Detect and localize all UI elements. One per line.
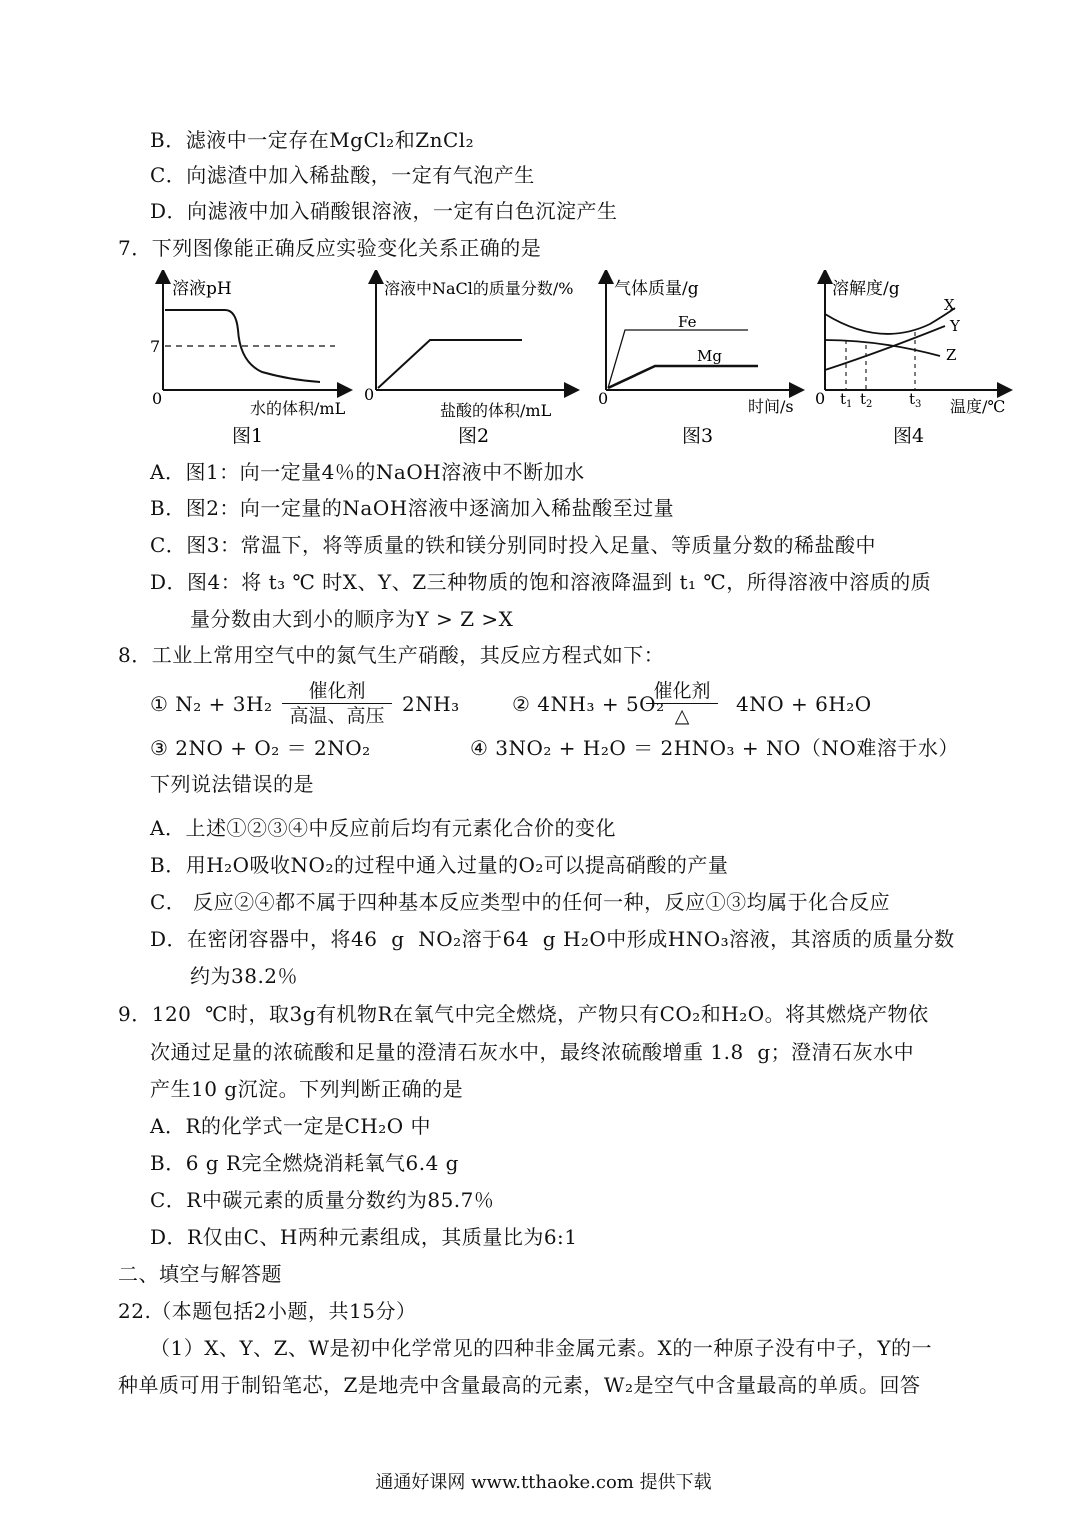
- fig4-tick-t1: $t_1$: [840, 390, 853, 410]
- fig3-mg-label: Mg: [697, 347, 722, 365]
- section-heading: 二、填空与解答题: [118, 1262, 282, 1286]
- fig3-origin: 0: [598, 389, 609, 408]
- fig4-caption: 图4: [893, 425, 925, 447]
- q7-stem: 7．下列图像能正确反应实验变化关系正确的是: [118, 236, 542, 260]
- q8-reaction-2-left: ② 4NH₃ + 5O₂: [512, 692, 665, 716]
- q7-option-c: C．图3：常温下，将等质量的铁和镁分别同时投入足量、等质量分数的稀盐酸中: [150, 533, 877, 557]
- fig1-caption: 图1: [232, 425, 264, 447]
- fig4-ylabel: 溶解度/g: [832, 279, 900, 299]
- fig2-origin: 0: [364, 385, 375, 404]
- q8-stem: 8．工业上常用空气中的氮气生产硝酸，其反应方程式如下：: [118, 643, 665, 667]
- q8-reaction-3: ③ 2NO + O₂ ＝ 2NO₂: [150, 736, 371, 760]
- q8-option-a: A．上述①②③④中反应前后均有元素化合价的变化: [150, 816, 616, 840]
- q9-option-c: C．R中碳元素的质量分数约为85.7％: [150, 1188, 495, 1212]
- page-footer: 通通好课网 www.tthaoke.com 提供下载: [375, 1472, 712, 1493]
- q8-reaction-2-right: 4NO + 6H₂O: [736, 692, 872, 716]
- q9-option-b: B．6 g R完全燃烧消耗氧气6.4 g: [150, 1151, 459, 1175]
- fig3-caption: 图3: [682, 425, 714, 447]
- q9-option-d: D．R仅由C、H两种元素组成，其质量比为6:1: [150, 1225, 578, 1249]
- fig4-curve-z: [825, 340, 940, 356]
- fig4-curve-y: [825, 326, 945, 370]
- fig3-fe-label: Fe: [678, 313, 697, 331]
- q6-option-c: C．向滤渣中加入稀盐酸，一定有气泡产生: [150, 163, 535, 187]
- q7-option-d-line2: 量分数由大到小的顺序为Y > Z >X: [190, 607, 514, 631]
- figure-1: [150, 276, 346, 447]
- fig4-label-z: Z: [946, 346, 957, 364]
- q22-para-line1: （1）X、Y、Z、W是初中化学常见的四种非金属元素。X的一种原子没有中子，Y的一: [150, 1336, 933, 1360]
- q7-option-a: A．图1：向一定量4％的NaOH溶液中不断加水: [150, 460, 585, 484]
- q8-option-d-line1: D．在密闭容器中，将46 g NO₂溶于64 g H₂O中形成HNO₃溶液，其溶质的质量分数: [150, 927, 955, 951]
- q8-option-c: C． 反应②④都不属于四种基本反应类型中的任何一种，反应①③均属于化合反应: [150, 890, 891, 914]
- fig2-ylabel: 溶液中NaCl的质量分数/%: [384, 279, 574, 298]
- fig2-line: [378, 340, 522, 388]
- fig1-origin: 0: [152, 389, 163, 408]
- figure-2: [364, 276, 574, 447]
- q8-reaction-4: ④ 3NO₂ + H₂O ＝ 2HNO₃ + NO（NO难溶于水）: [470, 736, 959, 760]
- q9-stem-line2: 次通过足量的浓硫酸和足量的澄清石灰水中，最终浓硫酸增重 1.8 g；澄清石灰水中: [150, 1040, 915, 1064]
- q7-option-d-line1: D．图4：将 t₃ ℃ 时X、Y、Z三种物质的饱和溶液降温到 t₁ ℃，所得溶液中溶质的质: [150, 570, 932, 594]
- figure-4: [815, 276, 1005, 447]
- fig4-label-x: X: [944, 296, 955, 314]
- fig1-tick-7: 7: [150, 337, 161, 356]
- q7-option-b: B．图2：向一定量的NaOH溶液中逐滴加入稀盐酸至过量: [150, 496, 675, 520]
- q22-stem: 22.（本题包括2小题，共15分）: [118, 1299, 417, 1323]
- fig1-ylabel: 溶液pH: [172, 279, 232, 299]
- fig4-tick-t3: $t_3$: [909, 390, 922, 410]
- q9-stem-line1: 9．120 ℃时，取3g有机物R在氧气中完全燃烧，产物只有CO₂和H₂O。将其燃烧产物依: [118, 1002, 929, 1026]
- fig4-xlabel: 温度/℃: [950, 397, 1006, 416]
- q8-option-d-line2: 约为38.2％: [190, 964, 299, 988]
- q8-ask: 下列说法错误的是: [150, 772, 314, 796]
- q8-reaction-1-right: 2NH₃: [402, 692, 460, 716]
- q7-figures: [0, 270, 1087, 460]
- fig4-origin: 0: [815, 389, 826, 408]
- fig1-xlabel: 水的体积/mL: [250, 399, 346, 418]
- q6-option-d: D．向滤液中加入硝酸银溶液，一定有白色沉淀产生: [150, 199, 618, 223]
- fig2-xlabel: 盐酸的体积/mL: [440, 401, 552, 420]
- q8-reaction-1-left: ① N₂ + 3H₂: [150, 692, 273, 716]
- fig3-ylabel: 气体质量/g: [614, 279, 699, 299]
- q9-option-a: A．R的化学式一定是CH₂O 中: [150, 1114, 432, 1138]
- q8-reaction-2-condition: 催化剂 △: [646, 680, 718, 727]
- q8-option-b: B．用H₂O吸收NO₂的过程中通入过量的O₂可以提高硝酸的产量: [150, 853, 729, 877]
- fig4-label-y: Y: [950, 317, 960, 335]
- fig3-mg-line: [608, 366, 758, 388]
- q8-reaction-1-condition: 催化剂 高温、高压: [282, 680, 392, 727]
- figure-3: [598, 276, 797, 447]
- fig4-tick-t2: $t_2$: [860, 390, 873, 410]
- q6-option-b: B．滤液中一定存在MgCl₂和ZnCl₂: [150, 128, 475, 152]
- q22-para-line2: 种单质可用于制铅笔芯，Z是地壳中含量最高的元素，W₂是空气中含量最高的单质。回答: [118, 1373, 921, 1397]
- fig2-caption: 图2: [458, 425, 490, 447]
- fig3-xlabel: 时间/s: [748, 397, 794, 416]
- q9-stem-line3: 产生10 g沉淀。下列判断正确的是: [150, 1077, 464, 1101]
